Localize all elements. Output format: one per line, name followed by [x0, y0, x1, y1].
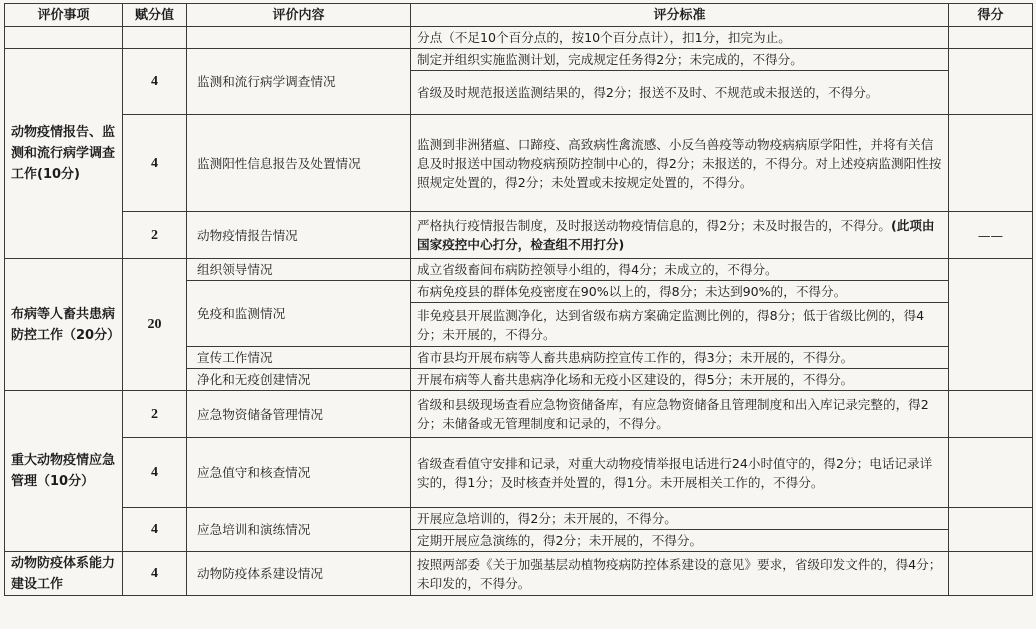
criterion-cell: 成立省级畜间布病防控领导小组的，得4分；未成立的，不得分。: [411, 259, 949, 281]
got-cell[interactable]: [949, 508, 1033, 552]
criterion-cell: [411, 212, 949, 259]
category-cell: [5, 27, 123, 49]
score-cell: 4: [123, 552, 187, 596]
content-cell: 监测和流行病学调查情况: [187, 49, 411, 115]
content-cell: 应急值守和核查情况: [187, 438, 411, 508]
content-cell: 应急物资储备管理情况: [187, 391, 411, 438]
got-dash: ——: [977, 227, 1004, 243]
table-row: [5, 115, 1033, 212]
score-cell: 2: [123, 212, 187, 259]
got-cell[interactable]: [949, 27, 1033, 49]
score-cell: 4: [123, 508, 187, 552]
header-score: 赋分值: [123, 4, 187, 27]
criterion-cell: 非免疫县开展监测净化，达到省级布病方案确定监测比例的，得8分；低于省级比例的，得4分；未开展的，不得分。: [411, 303, 949, 347]
category-cell: 动物疫情报告、监测和流行病学调查工作(10分): [5, 49, 123, 259]
table-row: [5, 508, 1033, 530]
score-cell: 2: [123, 391, 187, 438]
got-cell[interactable]: [949, 259, 1033, 391]
category-cell: 重大动物疫情应急管理（10分）: [5, 391, 123, 552]
header-row: [5, 4, 1033, 27]
header-content: 评价内容: [187, 4, 411, 27]
score-cell: 4: [123, 438, 187, 508]
criterion-cell: 开展布病等人畜共患病净化场和无疫小区建设的，得5分；未开展的，不得分。: [411, 369, 949, 391]
criterion-cell: 定期开展应急演练的，得2分；未开展的，不得分。: [411, 530, 949, 552]
content-cell: 动物疫情报告情况: [187, 212, 411, 259]
content-cell: 组织领导情况: [187, 259, 411, 281]
content-cell: 监测阳性信息报告及处置情况: [187, 115, 411, 212]
table-row: [5, 212, 1033, 259]
criterion-cell: 省市县均开展布病等人畜共患病防控宣传工作的，得3分；未开展的，不得分。: [411, 347, 949, 369]
criterion-cell: 制定并组织实施监测计划，完成规定任务得2分；未完成的，不得分。: [411, 49, 949, 71]
table-row: [5, 438, 1033, 508]
content-cell: 应急培训和演练情况: [187, 508, 411, 552]
criterion-cell: 按照两部委《关于加强基层动植物疫病防控体系建设的意见》要求，省级印发文件的，得4分；未印发的，不得分。: [411, 552, 949, 596]
table-row: [5, 27, 1033, 49]
content-cell: 动物防疫体系建设情况: [187, 552, 411, 596]
criterion-cell: 布病免疫县的群体免疫密度在90%以上的，得8分；未达到90%的，不得分。: [411, 281, 949, 303]
header-criteria: 评分标准: [411, 4, 949, 27]
got-cell[interactable]: [949, 438, 1033, 508]
table-row: [5, 259, 1033, 281]
category-cell: 动物防疫体系能力建设工作: [5, 552, 123, 596]
criterion-text: 严格执行疫情报告制度，及时报送动物疫情信息的，得2分；未及时报告的，不得分。: [417, 218, 891, 233]
score-cell: [123, 27, 187, 49]
criterion-cell: 分点（不足10个百分点的，按10个百分点计），扣1分，扣完为止。: [411, 27, 949, 49]
score-cell: 4: [123, 115, 187, 212]
header-category: 评价事项: [5, 4, 123, 27]
table-row: [5, 552, 1033, 596]
got-cell[interactable]: [949, 552, 1033, 596]
evaluation-table: [4, 3, 1033, 596]
got-cell[interactable]: [949, 391, 1033, 438]
score-cell: 20: [123, 259, 187, 391]
criterion-note: (此项由国家疫控中心打分，检查组不用打分): [417, 218, 935, 252]
header-got: 得分: [949, 4, 1033, 27]
criterion-cell: 省级及时规范报送监测结果的，得2分；报送不及时、不规范或未报送的，不得分。: [411, 71, 949, 115]
criterion-cell: 开展应急培训的，得2分；未开展的，不得分。: [411, 508, 949, 530]
got-cell[interactable]: [949, 49, 1033, 115]
got-cell[interactable]: [949, 115, 1033, 212]
content-cell: 宣传工作情况: [187, 347, 411, 369]
criterion-cell: 省级查看值守安排和记录，对重大动物疫情举报电话进行24小时值守的，得2分；电话记录详实的，得1分；及时核查并处置的，得1分。未开展相关工作的，不得分。: [411, 438, 949, 508]
criterion-cell: 省级和县级现场查看应急物资储备库，有应急物资储备且管理制度和出入库记录完整的，得2分；未储备或无管理制度和记录的，不得分。: [411, 391, 949, 438]
criterion-cell: 监测到非洲猪瘟、口蹄疫、高致病性禽流感、小反刍兽疫等动物疫病病原学阳性，并将有关信息及时报送中国动物疫病预防控制中心的，得2分；未报送的，不得分。对上述疫病监测阳性按照规定处置的，得2分；未处置或未按规定处置的，不得分。: [411, 115, 949, 212]
content-cell: 免疫和监测情况: [187, 281, 411, 347]
got-cell: [949, 212, 1033, 259]
category-cell: 布病等人畜共患病防控工作（20分）: [5, 259, 123, 391]
score-cell: 4: [123, 49, 187, 115]
table-row: [5, 391, 1033, 438]
content-cell: 净化和无疫创建情况: [187, 369, 411, 391]
table-row: [5, 49, 1033, 71]
content-cell: [187, 27, 411, 49]
